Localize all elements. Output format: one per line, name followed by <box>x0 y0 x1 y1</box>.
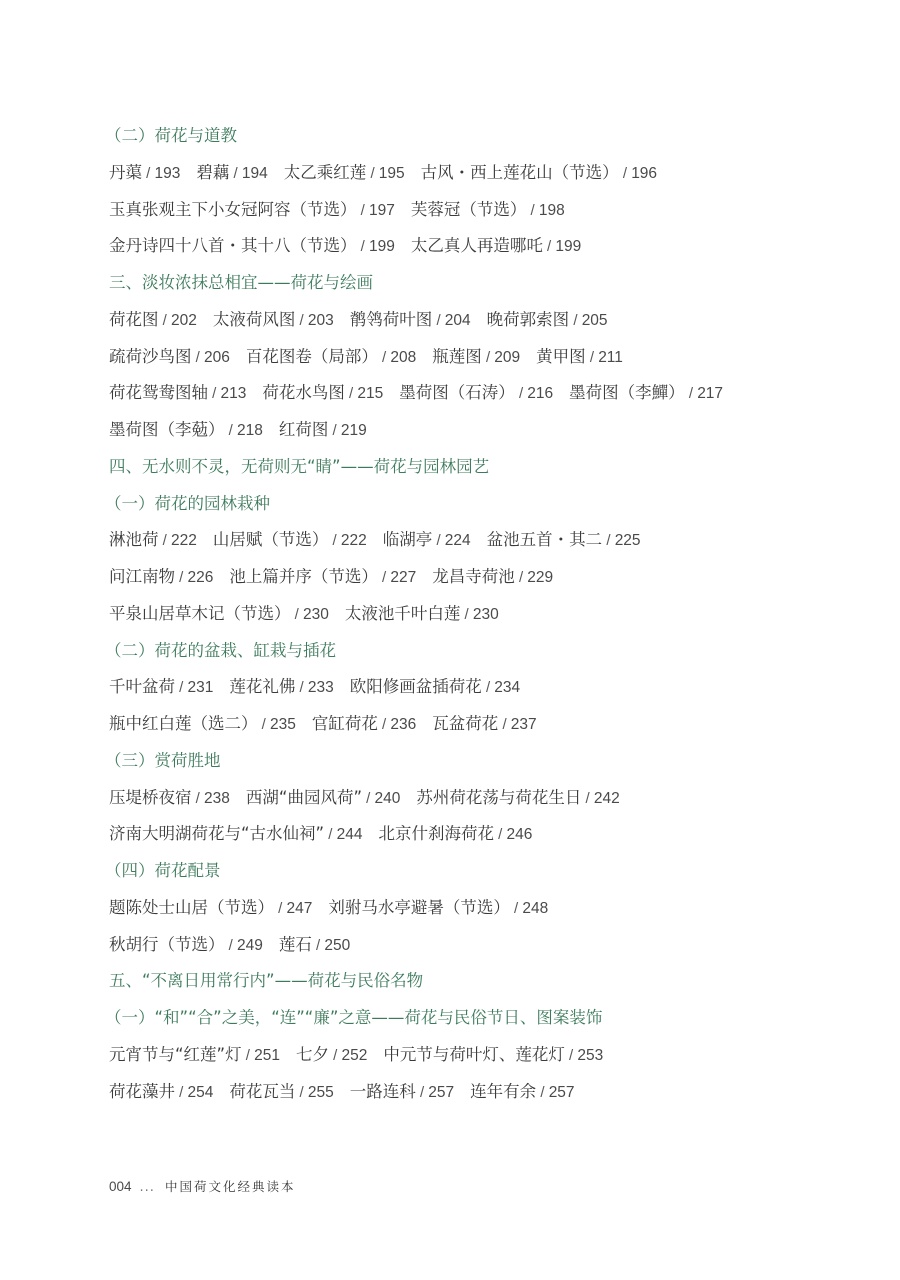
toc-item <box>109 302 197 340</box>
toc-item-page: 199 <box>555 238 582 256</box>
toc-item-title: 芙蓉冠（节选） <box>410 199 527 219</box>
toc-item-separator: / <box>257 716 271 733</box>
toc-item-page: 227 <box>390 569 417 586</box>
toc-item-separator: / <box>460 605 473 623</box>
toc-item-separator: / <box>481 348 495 366</box>
toc-item-title: 太乙乘红莲 <box>283 162 367 182</box>
toc-item <box>279 412 367 450</box>
toc-item <box>383 522 471 560</box>
toc-item-title: 池上篇并序（节选） <box>229 567 378 586</box>
toc-item <box>432 706 536 744</box>
toc-item-separator: / <box>366 164 379 182</box>
toc-item-title: 平泉山居草木记（节选） <box>109 603 291 623</box>
toc-item <box>109 559 213 597</box>
toc-item-separator: / <box>581 789 594 807</box>
toc-item <box>213 522 367 560</box>
toc-item <box>109 375 246 413</box>
toc-item-page: 231 <box>187 679 214 697</box>
toc-item-separator: / <box>224 936 238 954</box>
toc-section-heading: 三、淡妆浓抹总相宜——荷花与绘画 <box>109 273 373 292</box>
toc-item-separator: / <box>542 238 556 256</box>
toc-item <box>109 1037 280 1075</box>
toc-item-title: 济南大明湖荷花与“古水仙祠” <box>109 824 325 844</box>
toc-item-title: 墨荷图（李鱓） <box>569 383 685 403</box>
toc-item-separator: / <box>344 385 358 403</box>
toc-item-title: 题陈处士山居（节选） <box>109 897 274 917</box>
toc-item <box>296 1037 367 1075</box>
toc-item <box>109 412 263 450</box>
toc-item <box>432 339 520 377</box>
toc-entry-line <box>109 302 869 339</box>
table-of-contents <box>105 118 869 1110</box>
toc-item-separator: / <box>509 899 523 917</box>
toc-item-page: 229 <box>527 569 554 586</box>
toc-item <box>109 228 395 266</box>
toc-item-page: 222 <box>171 532 197 550</box>
toc-item-title: 太液池千叶白莲 <box>344 603 461 623</box>
toc-item-page: 240 <box>374 789 401 807</box>
toc-item-title: 临湖亭 <box>382 530 433 550</box>
toc-item <box>109 339 230 377</box>
toc-subsection-heading: （二）荷花的盆栽、缸栽与插花 <box>105 640 336 660</box>
toc-item <box>569 375 723 413</box>
toc-item <box>229 559 416 597</box>
toc-item-title: 百花图卷（局部） <box>245 346 378 366</box>
toc-item <box>109 192 395 230</box>
toc-item-title: 玉真张观主下小女冠阿容（节选） <box>109 199 357 219</box>
toc-item-separator: / <box>432 532 445 550</box>
toc-item <box>279 927 350 965</box>
toc-item-title: 金丹诗四十八首・其十八（节选） <box>109 236 357 256</box>
toc-entry-line <box>109 780 869 817</box>
toc-item-separator: / <box>377 716 391 733</box>
toc-item <box>350 669 520 707</box>
toc-item-page: 222 <box>340 532 367 550</box>
toc-item-title: 瓦盆荷花 <box>432 714 499 733</box>
toc-item-page: 257 <box>428 1083 455 1101</box>
toc-item-page: 248 <box>522 899 549 917</box>
toc-item <box>246 780 401 818</box>
toc-item-page: 233 <box>307 679 334 697</box>
toc-item-title: 苏州荷花荡与荷花生日 <box>416 787 582 807</box>
toc-item-separator: / <box>498 716 511 733</box>
toc-item <box>109 1074 213 1112</box>
toc-item-title: 龙昌寺荷池 <box>432 567 515 586</box>
toc-item-title: 荷花藻井 <box>109 1081 175 1101</box>
book-title: 中国荷文化经典读本 <box>164 1179 296 1194</box>
toc-item-page: 206 <box>204 348 230 366</box>
toc-item-separator: / <box>311 936 325 954</box>
toc-item <box>109 596 329 634</box>
toc-item-page: 234 <box>494 679 521 697</box>
toc-item-separator: / <box>295 679 308 697</box>
toc-item <box>487 302 608 340</box>
toc-subsection-heading: （一）“和”“合”之美，“连”“廉”之意——荷花与民俗节日、图案装饰 <box>105 1008 603 1027</box>
toc-entry-line <box>109 559 869 596</box>
toc-item-separator: / <box>241 1046 255 1064</box>
toc-item-title: 山居赋（节选） <box>212 530 329 550</box>
toc-item-separator: / <box>415 1083 429 1101</box>
toc-item <box>399 375 553 413</box>
toc-item <box>421 155 657 193</box>
toc-entry-line <box>109 596 869 633</box>
toc-entry-line <box>109 375 869 412</box>
page-footer <box>109 1177 295 1197</box>
toc-item <box>350 302 471 340</box>
toc-item <box>229 1074 333 1112</box>
toc-item-separator: / <box>191 348 205 366</box>
toc-item <box>379 816 533 854</box>
toc-item-separator: / <box>585 348 599 366</box>
toc-entry-line <box>109 669 869 706</box>
toc-item <box>411 192 565 230</box>
toc-item-separator: / <box>175 569 188 586</box>
toc-item-page: 202 <box>171 311 197 329</box>
footer-dots: ... <box>139 1180 155 1195</box>
toc-item-separator: / <box>158 532 172 550</box>
toc-item-title: 盆池五首・其二 <box>486 530 603 550</box>
toc-entry-line <box>109 522 869 559</box>
toc-item-page: 242 <box>593 789 620 807</box>
toc-item <box>109 706 296 744</box>
toc-item-separator: / <box>564 1046 578 1064</box>
toc-item-title: 荷花鸳鸯图轴 <box>109 383 208 403</box>
toc-item-page: 235 <box>270 716 296 733</box>
toc-item-page: 255 <box>307 1083 334 1101</box>
toc-item <box>109 522 197 560</box>
toc-item-separator: / <box>536 1083 549 1101</box>
toc-entry-line <box>109 1037 869 1074</box>
toc-item-title: 中元节与荷叶灯、莲花灯 <box>383 1044 565 1064</box>
toc-entry-line <box>109 706 869 743</box>
toc-item-separator: / <box>377 348 391 366</box>
toc-item-separator: / <box>208 385 221 403</box>
toc-item-page: 199 <box>369 238 395 256</box>
toc-item-page: 205 <box>581 311 608 329</box>
toc-item <box>109 669 213 707</box>
toc-item-page: 195 <box>378 164 405 182</box>
toc-item <box>470 1074 574 1112</box>
toc-item-separator: / <box>356 201 370 219</box>
toc-item-title: 元宵节与“红莲”灯 <box>109 1044 242 1064</box>
toc-item-title: 荷花水鸟图 <box>262 383 345 403</box>
toc-item-separator: / <box>295 1083 308 1101</box>
toc-item <box>196 155 267 193</box>
toc-item <box>284 155 405 193</box>
toc-item-separator: / <box>377 569 391 586</box>
toc-item-title: 淋池荷 <box>109 530 159 550</box>
toc-item-title: 刘驸马水亭避暑（节选） <box>328 897 510 917</box>
toc-item-page: 197 <box>369 201 395 219</box>
toc-subsection-heading: （二）荷花与道教 <box>105 126 237 145</box>
toc-subsection-heading: （四）荷花配景 <box>105 861 221 880</box>
toc-item-title: 晚荷郭索图 <box>486 309 570 329</box>
toc-item-separator: / <box>494 826 507 844</box>
toc-item <box>109 816 363 854</box>
toc-item-page: 237 <box>510 716 537 733</box>
toc-item-title: 压堤桥夜宿 <box>109 787 192 807</box>
toc-item-page: 252 <box>341 1046 368 1064</box>
toc-item-page: 246 <box>506 826 533 844</box>
toc-item-title: 瓶中红白莲（选二） <box>109 714 258 733</box>
toc-section-heading: 四、无水则不灵，无荷则无“睛”——荷花与园林园艺 <box>109 456 490 476</box>
toc-item-page: 217 <box>697 385 724 403</box>
toc-item-page: 211 <box>598 348 623 366</box>
toc-item-page: 254 <box>187 1083 214 1101</box>
toc-item-separator: / <box>514 569 528 586</box>
toc-item-separator: / <box>224 422 238 439</box>
toc-item-title: 太乙真人再造哪吒 <box>410 236 543 256</box>
toc-item <box>229 669 333 707</box>
toc-item-separator: / <box>481 679 495 697</box>
toc-item-title: 欧阳修画盆插荷花 <box>349 677 482 697</box>
toc-item <box>109 890 312 928</box>
toc-item-title: 荷花瓦当 <box>229 1081 296 1101</box>
toc-item-page: 219 <box>340 422 367 439</box>
toc-item-separator: / <box>328 422 341 439</box>
toc-item-page: 208 <box>390 348 417 366</box>
toc-item-separator: / <box>274 899 287 917</box>
toc-item-page: 215 <box>357 385 384 403</box>
toc-item-title: 古风・西上莲花山（节选） <box>420 162 619 182</box>
toc-item-page: 213 <box>220 385 247 403</box>
toc-item <box>536 339 623 377</box>
toc-entry-line <box>109 228 869 265</box>
toc-item-title: 北京什刹海荷花 <box>378 824 494 844</box>
toc-item <box>432 559 553 597</box>
toc-item-separator: / <box>324 826 337 844</box>
toc-item-page: 204 <box>444 311 471 329</box>
toc-item-title: 问江南物 <box>109 567 175 586</box>
toc-item-separator: / <box>618 164 632 182</box>
toc-item-separator: / <box>362 789 375 807</box>
toc-item-page: 193 <box>154 164 181 182</box>
toc-item-title: 官缸荷花 <box>311 714 378 733</box>
toc-item-title: 鹡鸰荷叶图 <box>349 309 433 329</box>
toc-item-title: 黄甲图 <box>536 346 586 366</box>
toc-item-title: 碧藕 <box>196 162 230 182</box>
toc-item-page: 244 <box>336 826 363 844</box>
toc-item-page: 198 <box>538 201 565 219</box>
toc-entry-line <box>109 816 869 853</box>
toc-item-separator: / <box>514 385 528 403</box>
toc-item-title: 红荷图 <box>278 420 329 439</box>
toc-item-page: 218 <box>237 422 263 439</box>
toc-item-separator: / <box>175 679 188 697</box>
toc-item <box>345 596 499 634</box>
toc-item <box>416 780 619 818</box>
toc-entry-line <box>109 1074 869 1111</box>
toc-item <box>246 339 416 377</box>
toc-subsection-heading: （一）荷花的园林栽种 <box>105 493 270 513</box>
toc-item-separator: / <box>158 311 172 329</box>
toc-item <box>383 1037 603 1075</box>
toc-item-page: 225 <box>614 532 641 550</box>
toc-item-separator: / <box>526 201 539 219</box>
toc-item-page: 196 <box>631 164 658 182</box>
toc-item <box>487 522 641 560</box>
toc-item-page: 247 <box>286 899 313 917</box>
toc-item-separator: / <box>290 605 304 623</box>
toc-entry-line <box>109 412 869 449</box>
toc-item-title: 莲石 <box>278 934 312 954</box>
toc-item-page: 209 <box>494 348 521 366</box>
toc-item-page: 253 <box>577 1046 604 1064</box>
toc-item-separator: / <box>191 789 205 807</box>
toc-item-page: 257 <box>548 1083 575 1101</box>
toc-item-page: 224 <box>444 532 471 550</box>
toc-item <box>411 228 581 266</box>
toc-item-title: 西湖“曲园风荷” <box>245 787 362 807</box>
toc-item-title: 墨荷图（石涛） <box>399 383 515 403</box>
toc-item-separator: / <box>569 311 582 329</box>
toc-entry-line <box>109 890 869 927</box>
toc-item-title: 墨荷图（李葂） <box>109 420 225 439</box>
toc-item-page: 194 <box>241 164 268 182</box>
toc-item-title: 千叶盆荷 <box>109 677 175 697</box>
toc-item-title: 秋胡行（节选） <box>109 934 225 954</box>
toc-item <box>109 927 263 965</box>
toc-item-title: 太液荷风图 <box>212 309 296 329</box>
toc-section-heading: 五、“不离日用常行内”——荷花与民俗名物 <box>109 971 424 991</box>
toc-item-title: 连年有余 <box>470 1081 537 1101</box>
toc-item <box>109 780 230 818</box>
toc-item-title: 荷花图 <box>109 309 159 329</box>
toc-item-separator: / <box>329 1046 342 1064</box>
toc-item-title: 瓶莲图 <box>432 346 482 366</box>
toc-item <box>262 375 383 413</box>
toc-item-page: 230 <box>303 605 329 623</box>
toc-item-title: 一路连科 <box>349 1081 416 1101</box>
toc-item-page: 251 <box>254 1046 280 1064</box>
toc-entry-line <box>109 339 869 376</box>
toc-item-title: 七夕 <box>296 1044 329 1064</box>
toc-item-separator: / <box>602 532 615 550</box>
toc-item-page: 203 <box>307 311 334 329</box>
toc-item-page: 236 <box>390 716 417 733</box>
toc-item <box>328 890 548 928</box>
toc-item-separator: / <box>142 164 155 182</box>
toc-entry-line <box>109 192 869 229</box>
toc-item-page: 216 <box>527 385 554 403</box>
toc-item-separator: / <box>432 311 445 329</box>
toc-item <box>350 1074 454 1112</box>
toc-item-page: 249 <box>237 936 263 954</box>
toc-entry-line <box>109 927 869 964</box>
toc-item-page: 238 <box>204 789 230 807</box>
toc-entry-line <box>109 155 869 192</box>
toc-item-separator: / <box>356 238 370 256</box>
toc-item-page: 230 <box>472 605 499 623</box>
toc-item-separator: / <box>295 311 308 329</box>
toc-item-separator: / <box>684 385 698 403</box>
page-number: 004 <box>109 1179 132 1194</box>
toc-item-title: 莲花礼佛 <box>229 677 296 697</box>
toc-subsection-heading: （三）赏荷胜地 <box>105 750 221 770</box>
toc-item-title: 丹蕖 <box>109 162 142 182</box>
toc-item <box>213 302 334 340</box>
toc-item-title: 疏荷沙鸟图 <box>109 346 192 366</box>
toc-item-page: 226 <box>187 569 214 586</box>
toc-item-separator: / <box>229 164 242 182</box>
toc-item-separator: / <box>175 1083 188 1101</box>
toc-item <box>312 706 416 744</box>
toc-item <box>109 155 180 193</box>
toc-item-separator: / <box>328 532 341 550</box>
toc-item-page: 250 <box>324 936 351 954</box>
